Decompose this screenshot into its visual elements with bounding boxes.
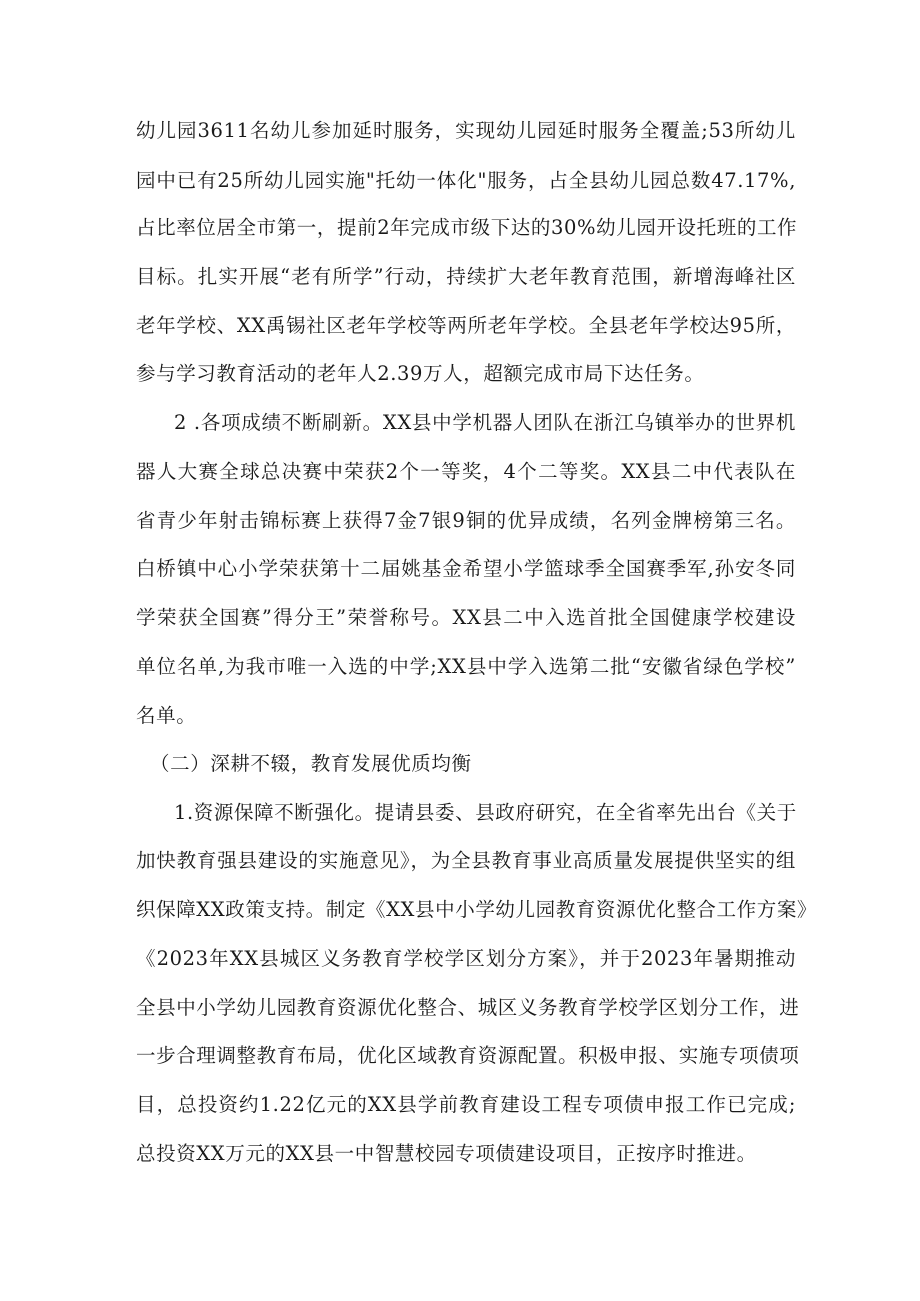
paragraph-line: 织保障XX政策支持。制定《XX县中小学幼儿园教育资源优化整合工作方案》 bbox=[136, 898, 818, 921]
paragraph-line: 《2023年XX县城区义务教育学校学区划分方案》，并于2023年暑期推动 bbox=[136, 947, 796, 970]
paragraph-line: 1.资源保障不断强化。提请县委、县政府研究，在全省率先出台《关于 bbox=[174, 801, 797, 824]
section-heading: （二）深耕不辍，教育发展优质均衡 bbox=[150, 752, 472, 775]
paragraph-line: 参与学习教育活动的老年人2.39万人，超额完成市局下达任务。 bbox=[136, 362, 705, 385]
paragraph-line: 总投资XX万元的XX县一中智慧校园专项债建设项目，正按序时推进。 bbox=[136, 1142, 757, 1165]
paragraph-line: 白桥镇中心小学荣获第十二届姚基金希望小学篮球季全国赛季军,孙安冬同 bbox=[136, 557, 796, 580]
paragraph-line: 占比率位居全市第一，提前2年完成市级下达的30%幼儿园开设托班的工作 bbox=[136, 216, 798, 239]
paragraph-line: 学荣获全国赛”得分王”荣誉称号。XX县二中入选首批全国健康学校建设 bbox=[136, 606, 796, 629]
paragraph-line: 2 .各项成绩不断刷新。XX县中学机器人团队在浙江乌镇举办的世界机 bbox=[174, 411, 796, 434]
paragraph-line: 全县中小学幼儿园教育资源优化整合、城区义务教育学校学区划分工作，进 bbox=[136, 996, 800, 1019]
paragraph-line: 省青少年射击锦标赛上获得7金7银9铜的优异成绩，名列金牌榜第三名。 bbox=[136, 509, 796, 532]
paragraph-line: 加快教育强县建设的实施意见》，为全县教育事业高质量发展提供坚实的组 bbox=[136, 849, 796, 872]
paragraph-line: 一步合理调整教育布局，优化区域教育资源配置。积极申报、实施专项债项 bbox=[136, 1044, 800, 1067]
paragraph-line: 器人大赛全球总决赛中荣获2个一等奖，4个二等奖。XX县二中代表队在 bbox=[136, 460, 796, 483]
paragraph-line: 目标。扎实开展“老有所学”行动，持续扩大老年教育范围，新增海峰社区 bbox=[136, 265, 796, 288]
paragraph-line: 园中已有25所幼儿园实施"托幼一体化"服务，占全县幼儿园总数47.17%, bbox=[136, 169, 796, 192]
paragraph-line: 名单。 bbox=[136, 704, 197, 727]
paragraph-line: 老年学校、XX禹锡社区老年学校等两所老年学校。全县老年学校达95所， bbox=[136, 314, 796, 337]
paragraph-line: 目，总投资约1.22亿元的XX县学前教育建设工程专项债申报工作已完成; bbox=[136, 1093, 796, 1116]
paragraph-line: 单位名单,为我市唯一入选的中学;XX县中学入选第二批“安徽省绿色学校” bbox=[136, 655, 796, 678]
paragraph-line: 幼儿园3611名幼儿参加延时服务，实现幼儿园延时服务全覆盖;53所幼儿 bbox=[136, 119, 796, 142]
